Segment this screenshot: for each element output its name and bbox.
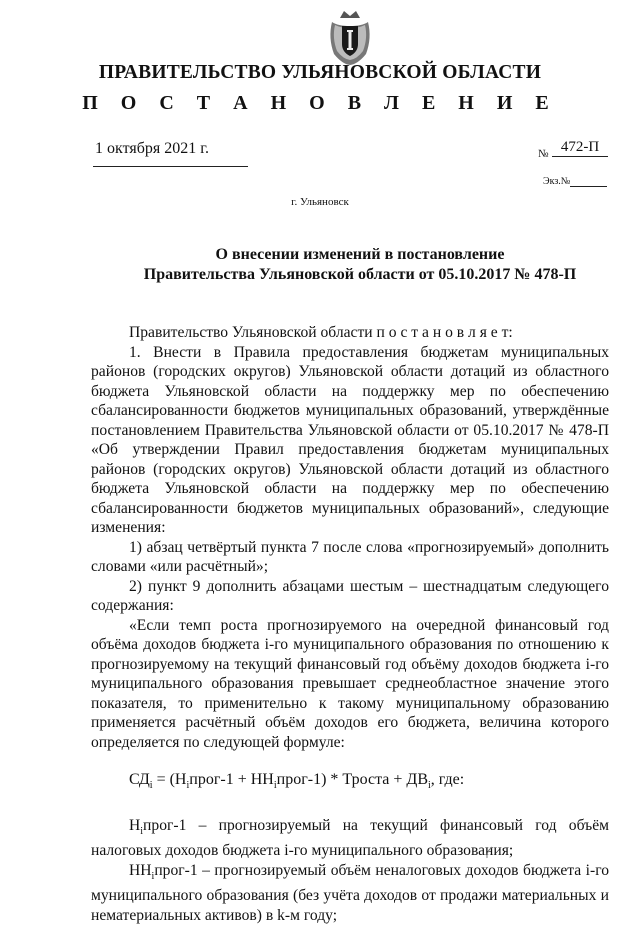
copy-number-line	[570, 186, 607, 187]
definition-2: $НН_iпрог-1$ – прогнозируемый объём неналоговых доходов бюджета i-го муниципального образования (без учёта доходов от продажи материальных и нематериальных активов) в k-м году;	[91, 861, 609, 924]
city: г. Ульяновск	[291, 196, 349, 208]
pen-mark	[484, 846, 494, 860]
government-name: ПРАВИТЕЛЬСТВО УЛЬЯНОВСКОЙ ОБЛАСТИ	[98, 62, 542, 83]
intro-subject: Правительство Ульяновской области	[129, 324, 373, 341]
document-title-line-1: О внесении изменений в постановление	[215, 246, 505, 263]
document-type: П О С Т А Н О В Л Е Н И Е	[82, 92, 558, 114]
definition-1: $Н_iпрог-1$ – прогнозируемый на текущий финансовый год объём налоговых доходов бюджета i-го муниципального образования;	[91, 816, 609, 860]
paragraph-1: 1. Внести в Правила предоставления бюджетам муниципальных районов (городских округов) Ульяновской области дотаций из областного бюджета Ульяновской области на поддержку мер по обеспечению сбалансированности бюджетов муниципальных образований, утверждённые постановлением Правительства Ульяновской области от 05.10.2017 № 478-П «Об утверждении Правил предоставления бюджетам муниципальных районов (городских округов) Ульяновской области дотаций из областного бюджета Ульяновской области на поддержку мер по обеспечению сбалансированности бюджетов муниципальных образований», следующие изменения:	[91, 343, 609, 536]
spacer	[91, 796, 609, 816]
paragraph-subitem-2: 2) пункт 9 дополнить абзацами шестым – шестнадцатым следующего содержания:	[91, 577, 609, 614]
paragraph-subitem-1: 1) абзац четвёртый пункта 7 после слова «прогнозируемый» дополнить словами «или расчётный»;	[91, 538, 609, 575]
document-date: 1 октября 2021 г.	[95, 140, 209, 157]
number-label: №	[538, 148, 549, 160]
intro-paragraph	[91, 323, 609, 343]
date-underline	[93, 166, 248, 167]
intro-verb: п о с т а н о в л я е т:	[376, 324, 513, 341]
document-number: 472-П	[552, 139, 608, 157]
ulyanovsk-coat-of-arms-icon	[326, 8, 374, 66]
document-title-line-2: Правительства Ульяновской области от 05.10.2017 № 478-П	[143, 266, 577, 283]
spacer	[91, 752, 609, 770]
formula: $СД_i$ = ($Н_iпрог-1$ + $НН_iпрог-1$) * Троста + $ДВ_i$, где:	[129, 771, 465, 792]
paragraph-quote: «Если темп роста прогнозируемого на очередной финансовый год объёма доходов бюджета i-го муниципального образования по отношению к прогнозируемому на текущий финансовый год объёму доходов бюджета i-го муниципального образования превышает среднеобластное значение этого показателя, то применительно к такому муниципальному образованию применяется расчётный объём доходов его бюджета, величина которого определяется по следующей формуле:	[91, 616, 609, 751]
copy-number-label: Экз.№	[543, 176, 571, 187]
document-body	[91, 323, 609, 925]
